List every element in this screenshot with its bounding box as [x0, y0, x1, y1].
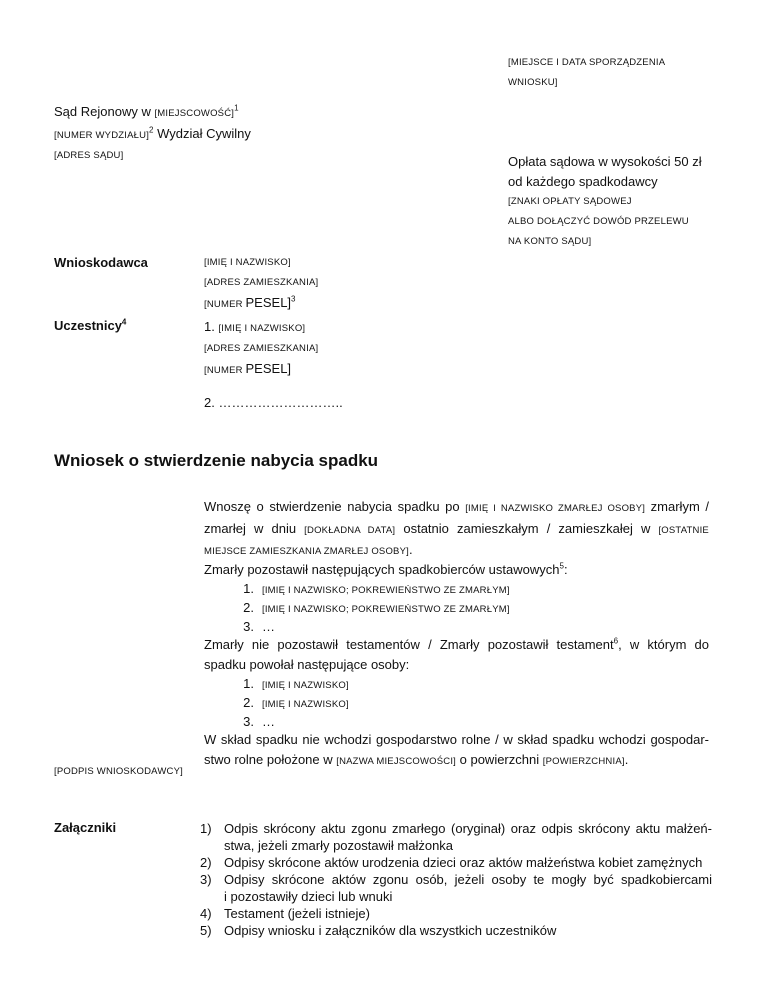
applicant-address: [ADRES ZAMIESZKANIA] [204, 277, 319, 288]
participants-block [204, 317, 343, 413]
list-item: 4) Testament (jeżeli istnieje) [200, 906, 370, 921]
court-division-text: Wydział Cywilny [153, 126, 251, 141]
footnote-ref: 4 [121, 317, 127, 327]
court-address-placeholder: [ADRES SĄDU] [54, 150, 124, 161]
fee-line-2: od każdego spadkodawcy [508, 174, 658, 189]
participant-1-address: [ADRES ZAMIESZKANIA] [204, 343, 319, 354]
fee-line-4: ALBO DOŁĄCZYĆ DOWÓD PRZELEWU [508, 216, 689, 227]
list-item: 1. [IMIĘ I NAZWISKO] [243, 676, 349, 691]
body-line-2: zmarłej w dniu [DOKŁADNA DATA] ostatnio zamieszkałym / zamieszkałej w [OSTATNIE [204, 521, 709, 536]
signature-placeholder: [PODPIS WNIOSKODAWCY] [54, 766, 183, 777]
participant-2: 2. ……………………….. [204, 395, 343, 410]
fee-line-3: [ZNAKI OPŁATY SĄDOWEJ [508, 196, 632, 207]
court-block [54, 102, 251, 166]
court-line-1 [54, 102, 251, 124]
footnote-ref: 1 [234, 103, 239, 113]
footnote-ref: 2 [149, 125, 154, 135]
will-line-2: spadku powołał następujące osoby: [204, 657, 410, 672]
footnote-ref: 5 [559, 561, 564, 571]
court-division-placeholder: [NUMER WYDZIAŁU] [54, 130, 150, 141]
court-name-text: Sąd Rejonowy w [54, 104, 155, 119]
court-city-placeholder: [MIEJSCOWOŚĆ] [154, 108, 235, 119]
will-line-1: Zmarły nie pozostawił testamentów / Zmarły pozostawił testament$^6$, w którym do [204, 636, 710, 652]
list-item: 2. [IMIĘ I NAZWISKO; POKREWIEŃSTWO ZE ZMARŁYM] [243, 600, 510, 615]
list-item: 3. … [243, 619, 275, 634]
applicant-pesel: [NUMER PESEL]$^3$ [204, 294, 296, 310]
applicant-name: [IMIĘ I NAZWISKO] [204, 257, 291, 268]
farm-line-2: stwo rolne położone w [NAZWA MIEJSCOWOŚCI] o powierzchni [POWIERZCHNIA]. [204, 752, 629, 767]
place-date-block [508, 53, 665, 93]
fee-line-5: NA KONTO SĄDU] [508, 236, 592, 247]
footnote-ref: 6 [613, 636, 619, 646]
list-item: 3. … [243, 714, 275, 729]
list-item: 2. [IMIĘ I NAZWISKO] [243, 695, 349, 710]
body-line-1: Wnoszę o stwierdzenie nabycia spadku po [IMIĘ I NAZWISKO ZMARŁEJ OSOBY] zmarłym / [204, 499, 709, 514]
applicant-block [204, 253, 318, 315]
attachments-list [200, 820, 712, 939]
list-item: 3) Odpisy skrócone aktów zgonu osób, jeżeli osoby te mogły być spadkobiercami i pozostawiły dzieci lub wnuki [200, 872, 712, 904]
list-item: 5) Odpisy wniosku i załączników dla wszystkich uczestników [200, 923, 557, 938]
heirs-intro: Zmarły pozostawił następujących spadkobierców ustawowych$^5$: [204, 561, 568, 577]
place-date-line-1: [MIEJSCE I DATA SPORZĄDZENIA [508, 57, 666, 68]
list-item: 2) Odpisy skrócone aktów urodzenia dzieci oraz aktów małżeństwa kobiet zamężnych [200, 855, 703, 870]
request-body [204, 497, 709, 772]
footnote-ref: 3 [291, 294, 296, 304]
place-date-line-2: WNIOSKU] [508, 77, 558, 88]
heirs-list [204, 580, 709, 635]
farm-line-1: W skład spadku nie wchodzi gospodarstwo rolne / w skład spadku wchodzi gospodar- [204, 732, 709, 747]
applicant-label: Wnioskodawca [54, 255, 148, 270]
court-line-2 [54, 124, 251, 146]
attachments-label: Załączniki [54, 820, 117, 835]
document-title: Wniosek o stwierdzenie nabycia spadku [54, 451, 379, 470]
list-item: 1) Odpis skrócony aktu zgonu zmarłego (oryginał) oraz odpis skrócony aktu małżeń- stwa, jeżeli zmarły pozostawił małżonka [200, 821, 712, 853]
participants-label: Uczestnicy$^4$ [54, 317, 127, 333]
participant-1-pesel: [NUMER PESEL] [204, 361, 292, 376]
fee-line-1: Opłata sądowa w wysokości 50 zł [508, 154, 702, 169]
will-persons-list [204, 675, 709, 730]
list-item: 1. [IMIĘ I NAZWISKO; POKREWIEŃSTWO ZE ZMARŁYM] [243, 581, 510, 596]
body-line-3: MIEJSCE ZAMIESZKANIA ZMARŁEJ OSOBY]. [204, 542, 413, 557]
fee-block [508, 152, 702, 252]
participant-1-name: 1. [IMIĘ I NAZWISKO] [204, 319, 306, 334]
